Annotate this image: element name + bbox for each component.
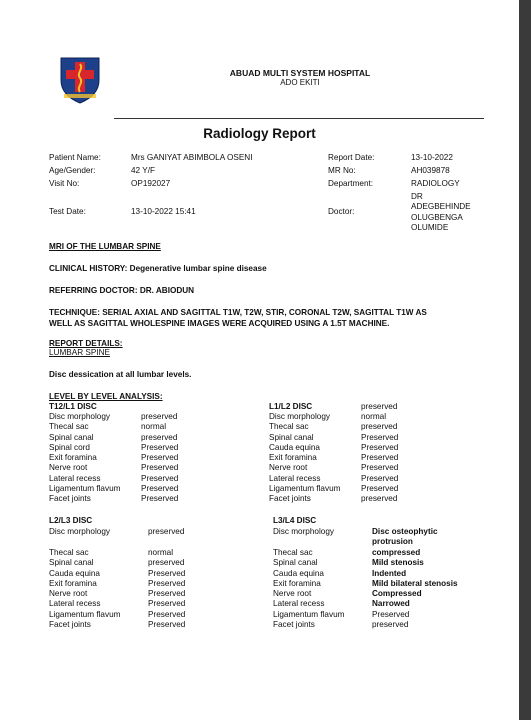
patient-name: Mrs GANIYAT ABIMBOLA OSENI (131, 153, 253, 162)
referring-doctor: REFERRING DOCTOR: DR. ABIODUN (49, 286, 195, 295)
finding-label: Thecal sac (269, 422, 309, 432)
finding-value: Narrowed (372, 599, 410, 609)
hospital-crest-logo (58, 56, 102, 104)
finding-label: Facet joints (273, 620, 315, 630)
clinical-history: CLINICAL HISTORY: Degenerative lumbar spine disease (49, 264, 267, 273)
doctor-name-line: ADEGBEHINDE (411, 202, 471, 212)
finding-label: Nerve root (269, 463, 308, 473)
finding-value: normal (141, 422, 167, 432)
finding-label: Ligamentum flavum (269, 484, 341, 494)
disc-values-t12-l1 (141, 412, 178, 505)
finding-label: Nerve root (49, 589, 88, 599)
finding-value: Preserved (141, 442, 179, 452)
department: RADIOLOGY (411, 179, 460, 188)
finding-value: Preserved (372, 609, 410, 619)
finding-label: Exit foramina (49, 578, 97, 588)
finding-value: Preserved (148, 620, 186, 630)
test-date-label: Test Date: (49, 207, 86, 216)
finding-value: Mild stenosis (372, 558, 424, 568)
finding-label: Cauda equina (49, 568, 100, 578)
finding-value: preserved (361, 494, 398, 504)
finding-label: Ligamentum flavum (273, 609, 345, 619)
finding-label: Lateral recess (273, 599, 325, 609)
finding-value: preserved (141, 432, 178, 442)
finding-label: Thecal sac (273, 548, 313, 557)
disc-labels-l1-l2 (269, 412, 340, 505)
finding-value: Indented (372, 568, 407, 578)
patient-name-label: Patient Name: (49, 153, 101, 162)
finding-value: normal (361, 412, 387, 421)
finding-value: Preserved (361, 442, 399, 452)
disc-title-l3-l4: L3/L4 DISC (273, 516, 317, 525)
finding-label: Disc morphology (269, 412, 330, 421)
finding-label: Exit foramina (49, 453, 97, 463)
finding-value: Preserved (361, 484, 399, 494)
report-details-heading: REPORT DETAILS: (49, 339, 123, 348)
finding-value: preserved (372, 620, 409, 630)
finding-label: Spinal cord (49, 442, 90, 452)
finding-label: Thecal sac (49, 422, 89, 432)
finding-value: Preserved (148, 568, 186, 578)
hospital-city: ADO EKITI (280, 78, 320, 87)
finding-value: preserved (141, 412, 178, 421)
exam-title: MRI OF THE LUMBAR SPINE (49, 242, 161, 251)
level-analysis-heading: LEVEL BY LEVEL ANALYSIS: (49, 392, 163, 401)
report-date: 13-10-2022 (411, 153, 453, 162)
finding-label: Thecal sac (49, 548, 89, 557)
finding-label: Spinal canal (273, 558, 318, 568)
finding-label: Lateral recess (269, 473, 321, 483)
finding-label: Exit foramina (273, 578, 321, 588)
finding-value: Preserved (361, 432, 399, 442)
visit-no: OP192027 (131, 179, 171, 188)
header-divider (114, 118, 484, 119)
visit-no-label: Visit No: (49, 179, 80, 188)
finding-value: Preserved (148, 609, 186, 619)
doctor-name-line: DR (411, 192, 423, 201)
finding-label: Facet joints (269, 494, 311, 504)
finding-value: preserved (148, 527, 185, 536)
finding-label: Lateral recess (49, 599, 101, 609)
finding-value: Disc osteophytic (372, 527, 438, 536)
age-gender: 42 Y/F (131, 166, 155, 175)
finding-label: Exit foramina (269, 453, 317, 463)
hospital-name: ABUAD MULTI SYSTEM HOSPITAL (229, 68, 371, 78)
finding-label: Spinal canal (49, 432, 94, 442)
summary-finding: Disc dessication at all lumbar levels. (49, 370, 192, 379)
finding-label: Facet joints (49, 494, 91, 504)
disc-title-value-l1-l2: preserved (361, 402, 398, 411)
finding-value: Preserved (141, 453, 179, 463)
finding-label: Nerve root (49, 463, 88, 473)
disc-labels-t12-l1 (49, 412, 120, 505)
technique-line-1: TECHNIQUE: SERIAL AXIAL AND SAGITTAL T1W, T2W, STIR, CORONAL T2W, SAGITTAL T1W AS (49, 308, 427, 317)
technique-line-2: WELL AS SAGITTAL WHOLESPINE IMAGES WERE ACQUIRED USING A 1.5T MACHINE. (49, 319, 390, 328)
finding-value: Preserved (361, 463, 399, 473)
finding-value: preserved (361, 422, 398, 432)
test-date: 13-10-2022 15:41 (131, 207, 196, 216)
finding-value: Compressed (372, 589, 422, 599)
department-label: Department: (328, 179, 374, 188)
finding-value: normal (148, 548, 174, 557)
finding-value: Preserved (141, 463, 179, 473)
finding-label: Ligamentum flavum (49, 484, 121, 494)
finding-label: Lateral recess (49, 473, 101, 483)
report-date-label: Report Date: (328, 153, 375, 162)
finding-value: preserved (148, 558, 185, 568)
disc-values-l1-l2 (361, 412, 398, 505)
doctor-name-line: OLUGBENGA (411, 212, 463, 222)
finding-value: Preserved (361, 473, 399, 483)
disc-labels-l3-l4 (273, 548, 344, 630)
finding-value: compressed (372, 548, 421, 557)
finding-label: Nerve root (273, 589, 312, 599)
disc-labels-l2-l3 (49, 548, 120, 630)
finding-label: Disc morphology (49, 527, 110, 536)
finding-value: Preserved (141, 494, 179, 504)
finding-label: Cauda equina (273, 568, 324, 578)
disc-title-l2-l3: L2/L3 DISC (49, 516, 93, 525)
finding-value: Mild bilateral stenosis (372, 578, 458, 588)
finding-value: Preserved (141, 484, 179, 494)
age-gender-label: Age/Gender: (49, 166, 96, 175)
doctor-name (411, 192, 471, 233)
finding-label: Disc morphology (49, 412, 110, 421)
finding-label: Spinal canal (269, 432, 314, 442)
finding-value: Preserved (148, 578, 186, 588)
mr-no-label: MR No: (328, 166, 356, 175)
mr-no: AH039878 (411, 166, 450, 175)
report-title: Radiology Report (203, 126, 316, 141)
region-label: LUMBAR SPINE (49, 348, 110, 357)
finding-label: Disc morphology (273, 527, 334, 536)
finding-value: Preserved (148, 589, 186, 599)
finding-value: protrusion (372, 537, 413, 547)
finding-label: Ligamentum flavum (49, 609, 121, 619)
disc-morphology-value-l3-l4 (372, 527, 438, 548)
disc-values-l2-l3 (148, 548, 185, 630)
finding-label: Cauda equina (269, 442, 320, 452)
finding-value: Preserved (361, 453, 399, 463)
disc-title-l1-l2: L1/L2 DISC (269, 402, 313, 411)
finding-value: Preserved (148, 599, 186, 609)
finding-value: Preserved (141, 473, 179, 483)
doctor-label: Doctor: (328, 207, 355, 216)
viewer-edge (519, 0, 531, 720)
disc-title-t12-l1: T12/L1 DISC (49, 402, 97, 411)
disc-values-l3-l4 (372, 548, 458, 630)
doctor-name-line: OLUMIDE (411, 222, 449, 232)
finding-label: Facet joints (49, 620, 91, 630)
finding-label: Spinal canal (49, 558, 94, 568)
